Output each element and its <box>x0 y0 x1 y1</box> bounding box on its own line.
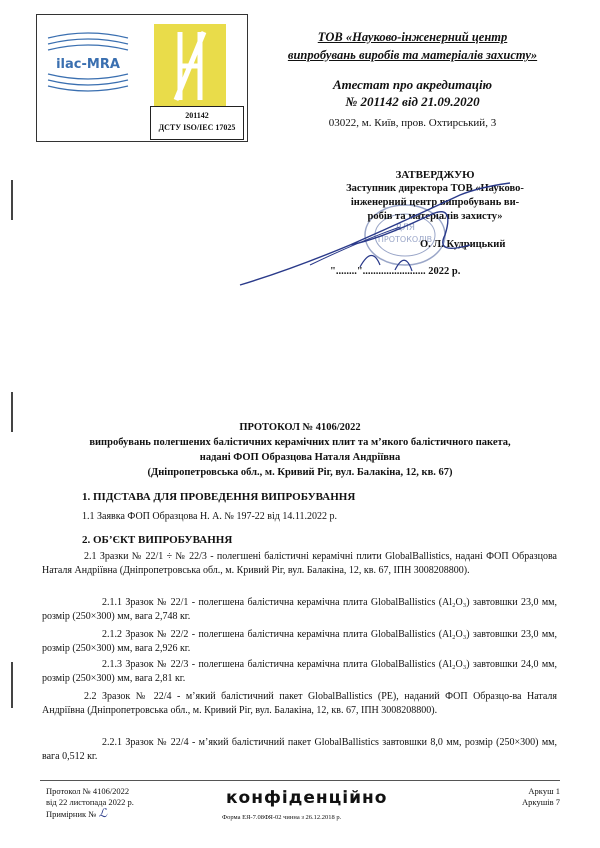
section-2-1-2: 2.1.2 Зразок № 22/2 - полегшена балістична керамічна плита GlobalBallistics (Al₂O₃) завтовшки 23,0 мм, розмір (250×300) мм, вага 2,926 кг. <box>42 629 557 654</box>
footer-sheet-info <box>498 786 560 808</box>
protocol-number: ПРОТОКОЛ № 4106/2022 <box>239 422 361 433</box>
protocol-subject: випробувань полегшених балістичних керамічних плит та м’якого балістичного пакета, <box>89 437 511 448</box>
section-2-1-3: 2.1.3 Зразок № 22/3 - полегшена балістична керамічна плита GlobalBallistics (Al₂O₃) завтовшки 24,0 мм, розмір (250×300) мм, вага 2,81 кг. <box>42 659 557 684</box>
approval-position-line1: Заступник директора ТОВ «Науково- <box>346 183 524 194</box>
sheet-count: Аркушів 7 <box>522 797 560 807</box>
standard-label: ДСТУ ISO/IEC 17025 <box>158 123 236 132</box>
copy-number-handwritten: ℒ <box>98 806 108 820</box>
handwritten-signature <box>230 175 530 295</box>
section-2-title: 2. ОБ’ЄКТ ВИПРОБУВАННЯ <box>82 534 233 546</box>
svg-text:ilac-MRA: ilac-MRA <box>56 57 120 72</box>
signatory-name: О. Л. Кудрицький <box>420 239 506 250</box>
section-1-1: 1.1 Заявка ФОП Образцова Н. А. № 197-22 від 14.11.2022 р. <box>82 511 337 522</box>
margin-mark <box>11 662 13 708</box>
approval-title: ЗАТВЕРДЖУЮ <box>395 169 475 181</box>
footer-protocol-date: від 22 листопада 2022 р. <box>46 797 134 807</box>
svg-text:ДЛЯ: ДЛЯ <box>394 223 416 233</box>
approval-position-line2: інженерний центр випробувань ви- <box>350 197 520 208</box>
approval-date-line: "........"........................ 2022 р. <box>330 266 461 277</box>
form-reference: Форма ЕЯ-7.08ФЯ-02 чинна з 26.12.2018 р. <box>222 814 342 821</box>
attestation-title: Атестат про акредитацію <box>332 77 493 92</box>
footer-protocol-number: Протокол № 4106/2022 <box>46 786 130 796</box>
org-name-line2: випробувань виробів та матеріалів захисту» <box>287 48 538 62</box>
footer-protocol-info <box>46 786 134 820</box>
header-organization <box>250 14 575 140</box>
accreditation-code-box <box>150 106 244 140</box>
svg-text:ПРОТОКОЛІВ: ПРОТОКОЛІВ <box>377 235 433 244</box>
approval-position-line3: робів та матеріалів захисту» <box>367 211 503 222</box>
ilac-mra-logo <box>44 28 132 98</box>
margin-mark <box>11 392 13 432</box>
section-2-2: 2.2 Зразок № 22/4 - м’який балістичний пакет GlobalBallistics (PE), наданий ФОП Образцо-ва Наталя Андріївна (Дніпропетровська обл., м. Кривий Ріг, вул. Балакіна, 12, кв. 67, ІПН 3008208800). <box>42 691 557 716</box>
section-2-1: 2.1 Зразки № 22/1 ÷ № 22/3 - полегшені балістичні керамічні плити GlobalBallistics, надані ФОП Образцова Наталя Андріївна (Дніпропетровська обл., м. Кривий Ріг, вул. Балакіна, 12, кв. 67, ІПН 3008208800). <box>42 551 557 576</box>
sheet-number: Аркуш 1 <box>528 786 560 796</box>
confidential-stamp: конфіденційно <box>226 788 388 808</box>
protocol-title <box>40 420 560 480</box>
org-name-line1: ТОВ «Науково-інженерний центр <box>317 30 508 44</box>
margin-mark <box>11 180 13 220</box>
section-2-2-1: 2.2.1 Зразок № 22/4 - м’який балістичний пакет GlobalBallistics завтовшки 8,0 мм, розмір (250×300) мм, вага 0,512 кг. <box>42 737 557 762</box>
section-1-title: 1. ПІДСТАВА ДЛЯ ПРОВЕДЕННЯ ВИПРОБУВАННЯ <box>82 491 356 503</box>
accreditation-code: 201142 <box>185 111 209 120</box>
footer-copy-number: Примірник № ℒ <box>46 806 108 820</box>
org-address: 03022, м. Київ, пров. Охтирський, 3 <box>328 117 497 129</box>
protocol-customer: надані ФОП Образцова Наталя Андріївна <box>199 452 401 463</box>
section-2-1-1: 2.1.1 Зразок № 22/1 - полегшена балістична керамічна плита GlobalBallistics (Al₂O₃) завтовшки 23,0 мм, розмір (250×300) мм, вага 2,748 кг. <box>42 597 557 622</box>
protocol-customer-address: (Дніпропетровська обл., м. Кривий Ріг, вул. Балакіна, 12, кв. 67) <box>147 467 453 478</box>
attestation-number: № 201142 від 21.09.2020 <box>345 94 480 109</box>
footer-divider <box>40 780 560 781</box>
